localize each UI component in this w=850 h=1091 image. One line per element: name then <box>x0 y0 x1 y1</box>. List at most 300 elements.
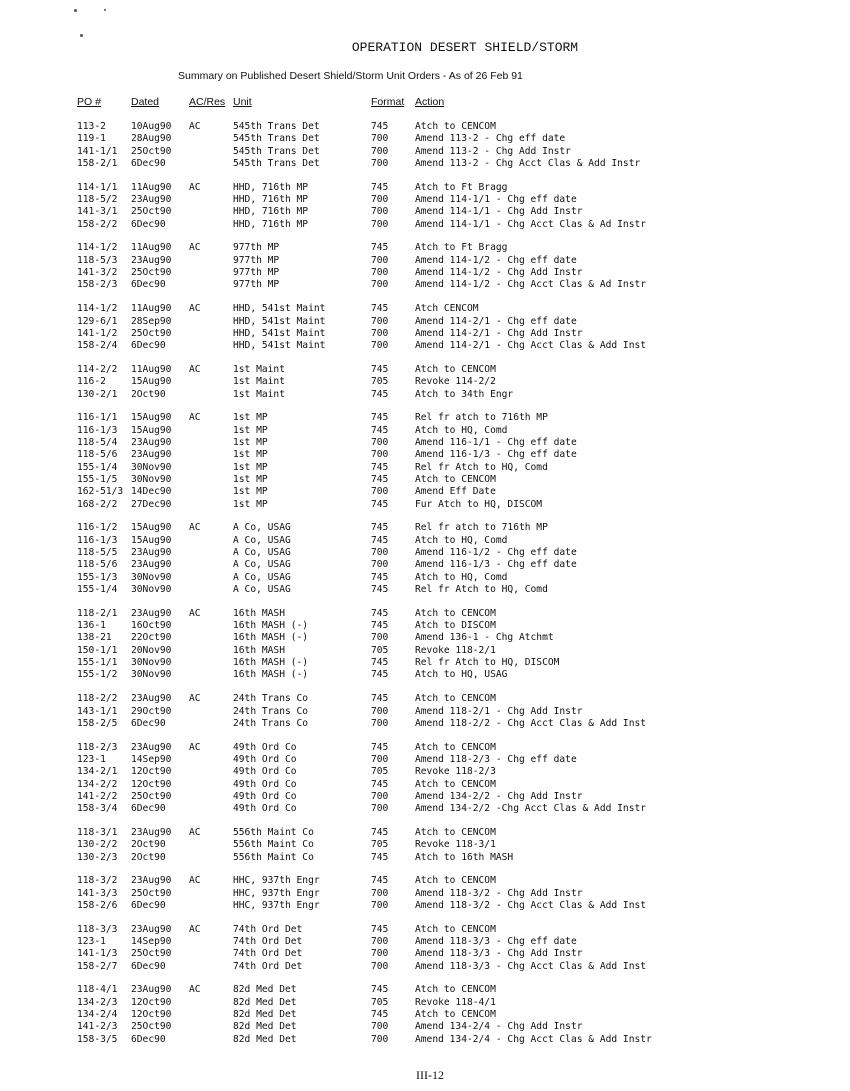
format-cell: 700 <box>371 790 389 802</box>
table-row <box>0 133 850 145</box>
unit-cell: 16th MASH (-) <box>233 657 309 669</box>
table-row <box>0 242 850 254</box>
action-cell: Amend 113-2 - Chg Acct Clas & Add Instr <box>415 158 641 170</box>
order-group <box>0 242 850 291</box>
dated-cell: 20Nov90 <box>131 644 172 656</box>
po-number-cell: 141-3/3 <box>77 887 118 899</box>
header-po: PO # <box>77 96 101 108</box>
table-row <box>0 522 850 534</box>
table-row <box>0 182 850 194</box>
dated-cell: 6Dec90 <box>131 960 166 972</box>
unit-cell: 1st MP <box>233 412 268 424</box>
format-cell: 745 <box>371 473 389 485</box>
table-row <box>0 900 850 912</box>
unit-cell: A Co, USAG <box>233 547 291 559</box>
table-row <box>0 693 850 705</box>
action-cell: Amend Eff Date <box>415 486 496 498</box>
table-row <box>0 316 850 328</box>
unit-cell: 82d Med Det <box>233 996 297 1008</box>
unit-cell: 16th MASH (-) <box>233 620 309 632</box>
action-cell: Amend 116-1/3 - Chg eff date <box>415 449 577 461</box>
format-cell: 700 <box>371 206 389 218</box>
table-row <box>0 706 850 718</box>
format-cell: 700 <box>371 267 389 279</box>
dated-cell: 28Sep90 <box>131 315 172 327</box>
action-cell: Atch to Ft Bragg <box>415 242 508 254</box>
format-cell: 745 <box>371 461 389 473</box>
table-row <box>0 547 850 559</box>
order-group <box>0 742 850 816</box>
page-number: III-12 <box>416 1068 444 1082</box>
dated-cell: 23Aug90 <box>131 984 172 996</box>
po-number-cell: 141-1/3 <box>77 948 118 960</box>
action-cell: Fur Atch to HQ, DISCOM <box>415 498 543 510</box>
table-row <box>0 620 850 632</box>
po-number-cell: 158-3/4 <box>77 803 118 815</box>
dated-cell: 15Aug90 <box>131 534 172 546</box>
table-row <box>0 936 850 948</box>
ac-res-cell: AC <box>189 693 201 705</box>
ac-res-cell: AC <box>189 984 201 996</box>
format-cell: 700 <box>371 948 389 960</box>
unit-cell: 1st MP <box>233 436 268 448</box>
action-cell: Atch to HQ, Comd <box>415 424 508 436</box>
po-number-cell: 118-5/4 <box>77 436 118 448</box>
format-cell: 745 <box>371 363 389 375</box>
unit-cell: 16th MASH <box>233 607 285 619</box>
table-row <box>0 474 850 486</box>
po-number-cell: 130-2/2 <box>77 839 118 851</box>
po-number-cell: 158-2/6 <box>77 900 118 911</box>
dated-cell: 2Oct90 <box>131 851 166 863</box>
table-row <box>0 742 850 754</box>
po-number-cell: 155-1/5 <box>77 473 118 485</box>
dated-cell: 10Aug90 <box>131 121 172 132</box>
format-cell: 745 <box>371 923 389 935</box>
ac-res-cell: AC <box>189 923 201 935</box>
po-number-cell: 118-5/3 <box>77 254 118 266</box>
ac-res-cell: AC <box>189 242 201 254</box>
scan-speck <box>104 9 106 11</box>
table-row <box>0 803 850 815</box>
po-number-cell: 158-3/5 <box>77 1033 118 1045</box>
action-cell: Revoke 118-2/3 <box>415 766 496 778</box>
po-number-cell: 155-1/3 <box>77 571 118 583</box>
ac-res-cell: AC <box>189 412 201 424</box>
dated-cell: 15Aug90 <box>131 412 172 424</box>
table-row <box>0 279 850 291</box>
dated-cell: 12Oct90 <box>131 1009 172 1021</box>
dated-cell: 30Nov90 <box>131 461 172 473</box>
po-number-cell: 118-5/6 <box>77 449 118 461</box>
unit-cell: HHD, 541st Maint <box>233 327 326 339</box>
action-cell: Rel fr atch to 716th MP <box>415 412 548 424</box>
po-number-cell: 150-1/1 <box>77 644 118 656</box>
po-number-cell: 134-2/3 <box>77 996 118 1008</box>
unit-cell: HHD, 541st Maint <box>233 315 326 327</box>
table-row <box>0 437 850 449</box>
action-cell: Atch to 16th MASH <box>415 851 514 863</box>
format-cell: 700 <box>371 936 389 948</box>
dated-cell: 23Aug90 <box>131 194 172 206</box>
dated-cell: 25Oct90 <box>131 267 172 279</box>
dated-cell: 23Aug90 <box>131 547 172 559</box>
action-cell: Atch to CENCOM <box>415 363 496 375</box>
format-cell: 745 <box>371 778 389 790</box>
po-number-cell: 141-1/1 <box>77 145 118 157</box>
unit-cell: 74th Ord Det <box>233 923 303 935</box>
format-cell: 700 <box>371 559 389 571</box>
action-cell: Amend 114-1/1 - Chg Acct Clas & Ad Instr <box>415 218 647 230</box>
unit-cell: 977th MP <box>233 267 280 279</box>
dated-cell: 11Aug90 <box>131 181 172 193</box>
action-cell: Amend 116-1/1 - Chg eff date <box>415 436 577 448</box>
action-cell: Amend 118-2/3 - Chg eff date <box>415 753 577 765</box>
ac-res-cell: AC <box>189 607 201 619</box>
order-group <box>0 875 850 912</box>
table-row <box>0 121 850 133</box>
format-cell: 700 <box>371 960 389 972</box>
unit-cell: 49th Ord Co <box>233 803 297 815</box>
dated-cell: 23Aug90 <box>131 449 172 461</box>
format-cell: 700 <box>371 158 389 170</box>
dated-cell: 29Oct90 <box>131 705 172 717</box>
format-cell: 700 <box>371 327 389 339</box>
action-cell: Amend 114-1/2 - Chg eff date <box>415 254 577 266</box>
format-cell: 700 <box>371 900 389 911</box>
format-cell: 705 <box>371 644 389 656</box>
format-cell: 745 <box>371 571 389 583</box>
po-number-cell: 158-2/4 <box>77 340 118 352</box>
order-group <box>0 364 850 401</box>
action-cell: Amend 113-2 - Chg Add Instr <box>415 145 571 157</box>
po-number-cell: 141-2/2 <box>77 790 118 802</box>
action-cell: Amend 114-1/1 - Chg Add Instr <box>415 206 583 218</box>
ac-res-cell: AC <box>189 121 201 132</box>
unit-cell: 82d Med Det <box>233 1033 297 1045</box>
table-row <box>0 425 850 437</box>
table-row <box>0 1009 850 1021</box>
po-number-cell: 119-1 <box>77 133 106 145</box>
format-cell: 745 <box>371 1009 389 1021</box>
unit-cell: 545th Trans Det <box>233 145 320 157</box>
dated-cell: 14Dec90 <box>131 486 172 498</box>
po-number-cell: 113-2 <box>77 121 106 132</box>
table-row <box>0 791 850 803</box>
table-row <box>0 146 850 158</box>
orders-table <box>0 121 850 1057</box>
unit-cell: 556th Maint Co <box>233 839 314 851</box>
po-number-cell: 155-1/4 <box>77 461 118 473</box>
action-cell: Amend 118-3/2 - Chg Add Instr <box>415 887 583 899</box>
po-number-cell: 116-2 <box>77 376 106 388</box>
dated-cell: 25Oct90 <box>131 948 172 960</box>
table-row <box>0 827 850 839</box>
format-cell: 745 <box>371 412 389 424</box>
format-cell: 700 <box>371 753 389 765</box>
po-number-cell: 134-2/1 <box>77 766 118 778</box>
action-cell: Amend 114-2/1 - Chg Acct Clas & Add Inst <box>415 340 647 352</box>
format-cell: 705 <box>371 996 389 1008</box>
table-row <box>0 657 850 669</box>
table-row <box>0 632 850 644</box>
unit-cell: 49th Ord Co <box>233 741 297 753</box>
po-number-cell: 141-3/1 <box>77 206 118 218</box>
order-group <box>0 608 850 682</box>
unit-cell: HHC, 937th Engr <box>233 875 320 887</box>
format-cell: 700 <box>371 1021 389 1033</box>
action-cell: Atch to CENCOM <box>415 778 496 790</box>
unit-cell: 545th Trans Det <box>233 133 320 145</box>
format-cell: 745 <box>371 303 389 315</box>
action-cell: Atch to CENCOM <box>415 693 496 705</box>
action-cell: Amend 116-1/2 - Chg eff date <box>415 547 577 559</box>
unit-cell: A Co, USAG <box>233 571 291 583</box>
dated-cell: 23Aug90 <box>131 741 172 753</box>
header-unit: Unit <box>233 96 252 108</box>
po-number-cell: 118-2/3 <box>77 741 118 753</box>
po-number-cell: 155-1/4 <box>77 584 118 596</box>
unit-cell: 1st MP <box>233 473 268 485</box>
dated-cell: 30Nov90 <box>131 571 172 583</box>
unit-cell: HHD, 716th MP <box>233 218 309 230</box>
dated-cell: 23Aug90 <box>131 254 172 266</box>
scan-speck <box>74 9 77 12</box>
dated-cell: 25Oct90 <box>131 327 172 339</box>
ac-res-cell: AC <box>189 181 201 193</box>
action-cell: Amend 118-2/2 - Chg Acct Clas & Add Inst <box>415 717 647 729</box>
po-number-cell: 118-3/1 <box>77 826 118 838</box>
table-row <box>0 340 850 352</box>
po-number-cell: 130-2/1 <box>77 388 118 400</box>
action-cell: Amend 134-2/2 -Chg Acct Clas & Add Instr <box>415 803 647 815</box>
dated-cell: 12Oct90 <box>131 996 172 1008</box>
unit-cell: 545th Trans Det <box>233 158 320 170</box>
format-cell: 745 <box>371 607 389 619</box>
format-cell: 700 <box>371 218 389 230</box>
action-cell: Atch to CENCOM <box>415 607 496 619</box>
dated-cell: 14Sep90 <box>131 936 172 948</box>
unit-cell: 49th Ord Co <box>233 790 297 802</box>
dated-cell: 11Aug90 <box>131 363 172 375</box>
po-number-cell: 114-1/1 <box>77 181 118 193</box>
format-cell: 745 <box>371 121 389 132</box>
action-cell: Amend 118-3/2 - Chg Acct Clas & Add Inst <box>415 900 647 911</box>
page-title: OPERATION DESERT SHIELD/STORM <box>351 40 579 55</box>
table-row <box>0 669 850 681</box>
format-cell: 700 <box>371 887 389 899</box>
action-cell: Atch to HQ, Comd <box>415 534 508 546</box>
dated-cell: 11Aug90 <box>131 242 172 254</box>
action-cell: Amend 113-2 - Chg eff date <box>415 133 566 145</box>
unit-cell: 16th MASH (-) <box>233 632 309 644</box>
action-cell: Atch to HQ, USAG <box>415 669 508 681</box>
format-cell: 705 <box>371 839 389 851</box>
table-row <box>0 389 850 401</box>
format-cell: 700 <box>371 449 389 461</box>
table-row <box>0 328 850 340</box>
unit-cell: 74th Ord Det <box>233 948 303 960</box>
dated-cell: 23Aug90 <box>131 436 172 448</box>
order-group <box>0 303 850 352</box>
po-number-cell: 155-1/1 <box>77 657 118 669</box>
po-number-cell: 118-5/6 <box>77 559 118 571</box>
format-cell: 700 <box>371 632 389 644</box>
format-cell: 745 <box>371 875 389 887</box>
action-cell: Amend 118-3/3 - Chg eff date <box>415 936 577 948</box>
action-cell: Amend 116-1/3 - Chg eff date <box>415 559 577 571</box>
dated-cell: 6Dec90 <box>131 218 166 230</box>
dated-cell: 23Aug90 <box>131 875 172 887</box>
table-row <box>0 412 850 424</box>
format-cell: 745 <box>371 657 389 669</box>
action-cell: Atch to HQ, Comd <box>415 571 508 583</box>
dated-cell: 25Oct90 <box>131 1021 172 1033</box>
unit-cell: 1st MP <box>233 424 268 436</box>
column-headers <box>0 96 850 110</box>
ac-res-cell: AC <box>189 741 201 753</box>
dated-cell: 12Oct90 <box>131 778 172 790</box>
table-row <box>0 948 850 960</box>
table-row <box>0 839 850 851</box>
po-number-cell: 129-6/1 <box>77 315 118 327</box>
table-row <box>0 267 850 279</box>
unit-cell: 24th Trans Co <box>233 693 309 705</box>
po-number-cell: 118-2/2 <box>77 693 118 705</box>
po-number-cell: 116-1/3 <box>77 424 118 436</box>
format-cell: 745 <box>371 498 389 510</box>
action-cell: Rel fr atch to 716th MP <box>415 522 548 534</box>
dated-cell: 2Oct90 <box>131 388 166 400</box>
dated-cell: 27Dec90 <box>131 498 172 510</box>
action-cell: Revoke 114-2/2 <box>415 376 496 388</box>
po-number-cell: 118-2/1 <box>77 607 118 619</box>
format-cell: 745 <box>371 242 389 254</box>
action-cell: Atch to CENCOM <box>415 923 496 935</box>
dated-cell: 30Nov90 <box>131 584 172 596</box>
unit-cell: 24th Trans Co <box>233 717 309 729</box>
format-cell: 700 <box>371 145 389 157</box>
po-number-cell: 118-5/5 <box>77 547 118 559</box>
format-cell: 745 <box>371 669 389 681</box>
action-cell: Atch to CENCOM <box>415 121 496 132</box>
table-row <box>0 888 850 900</box>
unit-cell: 1st Maint <box>233 376 285 388</box>
header-dated: Dated <box>131 96 160 108</box>
table-row <box>0 462 850 474</box>
dated-cell: 6Dec90 <box>131 803 166 815</box>
action-cell: Amend 136-1 - Chg Atchmt <box>415 632 554 644</box>
action-cell: Amend 134-2/4 - Chg Add Instr <box>415 1021 583 1033</box>
format-cell: 745 <box>371 584 389 596</box>
format-cell: 700 <box>371 254 389 266</box>
po-number-cell: 158-2/1 <box>77 158 118 170</box>
po-number-cell: 116-1/3 <box>77 534 118 546</box>
action-cell: Atch to CENCOM <box>415 1009 496 1021</box>
format-cell: 700 <box>371 705 389 717</box>
format-cell: 705 <box>371 376 389 388</box>
format-cell: 745 <box>371 388 389 400</box>
po-number-cell: 134-2/2 <box>77 778 118 790</box>
format-cell: 745 <box>371 741 389 753</box>
unit-cell: 1st Maint <box>233 388 285 400</box>
dated-cell: 6Dec90 <box>131 717 166 729</box>
unit-cell: HHC, 937th Engr <box>233 887 320 899</box>
unit-cell: 1st MP <box>233 461 268 473</box>
table-row <box>0 779 850 791</box>
action-cell: Atch to DISCOM <box>415 620 496 632</box>
po-number-cell: 118-4/1 <box>77 984 118 996</box>
dated-cell: 30Nov90 <box>131 669 172 681</box>
action-cell: Atch to CENCOM <box>415 984 496 996</box>
dated-cell: 23Aug90 <box>131 693 172 705</box>
dated-cell: 23Aug90 <box>131 826 172 838</box>
dated-cell: 6Dec90 <box>131 1033 166 1045</box>
scan-speck <box>80 34 83 37</box>
dated-cell: 6Dec90 <box>131 900 166 911</box>
header-ac-res: AC/Res <box>189 96 226 108</box>
format-cell: 745 <box>371 693 389 705</box>
format-cell: 745 <box>371 620 389 632</box>
table-row <box>0 924 850 936</box>
format-cell: 700 <box>371 436 389 448</box>
action-cell: Atch to CENCOM <box>415 826 496 838</box>
format-cell: 700 <box>371 717 389 729</box>
action-cell: Revoke 118-3/1 <box>415 839 496 851</box>
dated-cell: 25Oct90 <box>131 790 172 802</box>
action-cell: Amend 118-2/1 - Chg Add Instr <box>415 705 583 717</box>
format-cell: 745 <box>371 181 389 193</box>
action-cell: Atch to CENCOM <box>415 473 496 485</box>
po-number-cell: 114-2/2 <box>77 363 118 375</box>
dated-cell: 25Oct90 <box>131 206 172 218</box>
unit-cell: 977th MP <box>233 242 280 254</box>
table-row <box>0 875 850 887</box>
table-row <box>0 255 850 267</box>
po-number-cell: 123-1 <box>77 936 106 948</box>
format-cell: 700 <box>371 547 389 559</box>
table-row <box>0 997 850 1009</box>
format-cell: 745 <box>371 984 389 996</box>
table-row <box>0 559 850 571</box>
ac-res-cell: AC <box>189 363 201 375</box>
unit-cell: HHD, 541st Maint <box>233 303 326 315</box>
dated-cell: 30Nov90 <box>131 657 172 669</box>
po-number-cell: 168-2/2 <box>77 498 118 510</box>
po-number-cell: 116-1/1 <box>77 412 118 424</box>
po-number-cell: 158-2/7 <box>77 960 118 972</box>
format-cell: 745 <box>371 522 389 534</box>
format-cell: 700 <box>371 194 389 206</box>
po-number-cell: 158-2/5 <box>77 717 118 729</box>
table-row <box>0 852 850 864</box>
unit-cell: A Co, USAG <box>233 584 291 596</box>
format-cell: 745 <box>371 826 389 838</box>
order-group <box>0 182 850 231</box>
dated-cell: 28Aug90 <box>131 133 172 145</box>
ac-res-cell: AC <box>189 826 201 838</box>
unit-cell: 16th MASH (-) <box>233 669 309 681</box>
dated-cell: 23Aug90 <box>131 607 172 619</box>
order-group <box>0 412 850 511</box>
dated-cell: 6Dec90 <box>131 158 166 170</box>
table-row <box>0 499 850 511</box>
format-cell: 745 <box>371 851 389 863</box>
unit-cell: A Co, USAG <box>233 522 291 534</box>
dated-cell: 15Aug90 <box>131 376 172 388</box>
order-group <box>0 827 850 864</box>
dated-cell: 16Oct90 <box>131 620 172 632</box>
